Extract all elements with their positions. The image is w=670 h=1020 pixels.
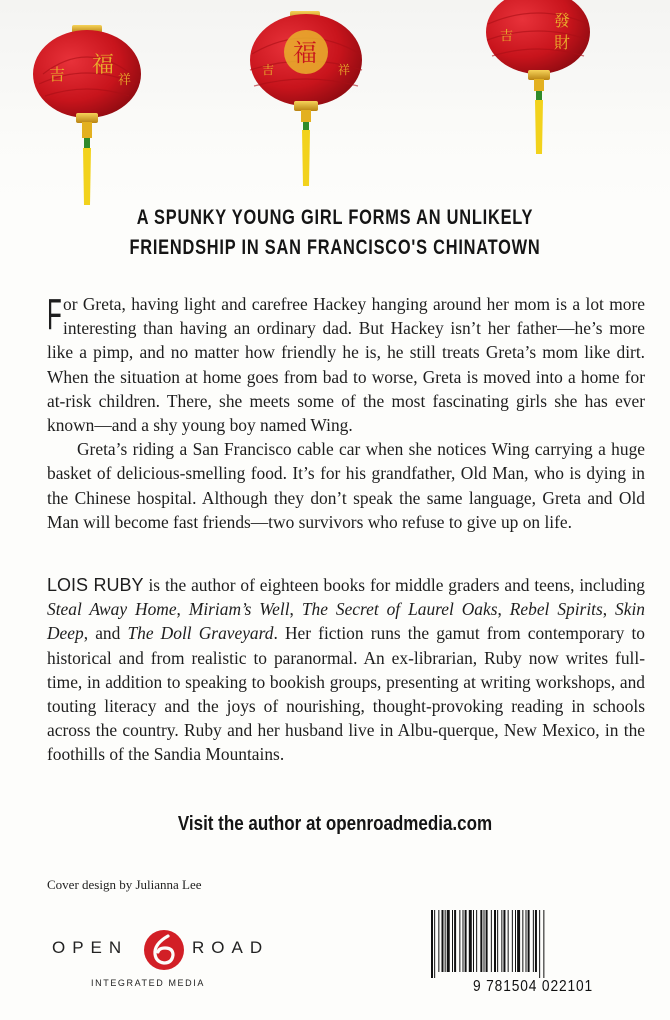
cover-design-credit: Cover design by Julianna Lee	[47, 877, 202, 892]
svg-text:吉: 吉	[49, 65, 66, 84]
barcode-bar	[465, 910, 467, 972]
barcode-bar	[438, 910, 439, 972]
open-road-logo-icon	[142, 928, 186, 972]
barcode-bar	[486, 910, 488, 972]
headline	[74, 203, 597, 263]
barcode-bar	[533, 910, 534, 972]
logo-word-open: OPEN	[52, 938, 129, 957]
drop-cap: F	[47, 290, 62, 339]
publisher-logo	[52, 926, 282, 994]
barcode-bar	[431, 910, 433, 978]
book-title: The Secret of Laurel Oaks	[301, 599, 498, 620]
barcode-bar	[526, 910, 527, 972]
bio-intro: is the author of eighteen books for middle graders and teens, including	[143, 575, 646, 595]
svg-text:吉: 吉	[500, 29, 514, 44]
barcode-bar	[469, 910, 472, 972]
svg-text:財: 財	[554, 33, 571, 52]
author-name: LOIS RUBY	[47, 575, 144, 595]
headline-line-2: FRIENDSHIP IN SAN FRANCISCO'S CHINATOWN	[129, 236, 541, 259]
synopsis-paragraph-1-text: or Greta, having light and carefree Hackey hanging around her mom is a lot more interesting than having an ordinary dad. But Hackey isn’t her father—he’s more like a pimp, and no matter how friendly he is, he still treats Greta’s mom like dirt. When the situation at home goes from bad to worse, Greta is moved into a home for at-risk children. There, she meets some of the most fascinating girls she has ever known—and a shy young boy named Wing.	[47, 294, 645, 436]
svg-text:祥: 祥	[118, 73, 132, 88]
logo-subtitle: INTEGRATED MEDIA	[91, 978, 205, 988]
bio-separator: , and	[83, 623, 128, 644]
barcode-bar	[517, 910, 520, 972]
book-title: Skin Deep	[47, 599, 645, 644]
barcode-bar	[528, 910, 530, 972]
svg-text:發: 發	[554, 11, 571, 30]
lantern-right-icon	[486, 0, 590, 154]
headline-line-1: A SPUNKY YOUNG GIRL FORMS AN UNLIKELY	[136, 206, 534, 229]
book-title: The Doll Graveyard	[127, 623, 274, 644]
bio-rest: . Her fiction runs the gamut from contemporary to historical and from realistic to paranormal. An ex-librarian, Ruby now writes full-time, in addition to speaking to bookish groups, presenting at writing workshops, and touting literacy and the joys of nourishing, thought-provoking reading in schools across the country. Ruby and her husband live in Albu-querque, New Mexico, in the foothills of the Sandia Mountains.	[47, 623, 646, 765]
barcode-bar	[491, 910, 492, 972]
barcode-bar	[497, 910, 498, 972]
author-bio	[47, 573, 645, 767]
isbn-number: 9 781504 022101	[472, 978, 594, 995]
book-title: Rebel Spirits	[509, 599, 603, 620]
book-title: Steal Away Home	[47, 599, 177, 620]
synopsis-paragraph-2: Greta’s riding a San Francisco cable car when she notices Wing carrying a huge basket of delicious-smelling food. It’s for his grandfather, Old Man, who is dying in the Chinese hospital. Although they don’t speak the same language, Greta and Old Man will become fast friends—two survivors who refuse to give up on life.	[47, 439, 645, 532]
synopsis-paragraph-1	[47, 292, 645, 437]
barcode-bar	[452, 910, 453, 972]
barcode-bar	[494, 910, 496, 972]
synopsis	[47, 292, 645, 534]
bio-separator: ,	[289, 599, 302, 620]
logo-word-road: ROAD	[192, 938, 270, 957]
author-website-line: Visit the author at openroadmedia.com	[177, 813, 493, 835]
barcode-bar	[434, 910, 435, 978]
barcode-bar	[522, 910, 523, 972]
barcode-bar	[454, 910, 456, 972]
barcode-bar	[473, 910, 474, 972]
barcode-bar	[447, 910, 450, 972]
barcode-bar	[484, 910, 485, 972]
barcode-icon	[427, 910, 639, 980]
barcode-bar	[539, 910, 540, 978]
barcode-bar	[501, 910, 502, 972]
svg-text:福: 福	[92, 53, 115, 78]
lantern-illustration	[0, 0, 670, 210]
barcode-bar	[476, 910, 477, 972]
barcode-bar	[508, 910, 509, 972]
book-title: Miriam’s Well	[188, 599, 290, 620]
svg-text:吉: 吉	[262, 63, 275, 77]
barcode-bar	[512, 910, 513, 972]
lantern-center-icon	[250, 11, 362, 186]
barcode-bar	[463, 910, 464, 972]
bio-separator: ,	[497, 599, 510, 620]
barcode-bar	[480, 910, 482, 972]
svg-text:祥: 祥	[338, 63, 351, 77]
bio-separator: ,	[602, 599, 616, 620]
svg-text:福: 福	[293, 39, 317, 67]
bio-separator: ,	[176, 599, 189, 620]
lantern-left-icon	[33, 25, 141, 205]
barcode-bar	[515, 910, 516, 972]
barcode-bar	[442, 910, 444, 972]
barcode-bar	[535, 910, 537, 972]
isbn-barcode	[427, 910, 639, 996]
barcode-bar	[445, 910, 446, 972]
barcode-bar	[459, 910, 460, 972]
barcode-bar	[543, 910, 544, 978]
barcode-bar	[503, 910, 505, 972]
